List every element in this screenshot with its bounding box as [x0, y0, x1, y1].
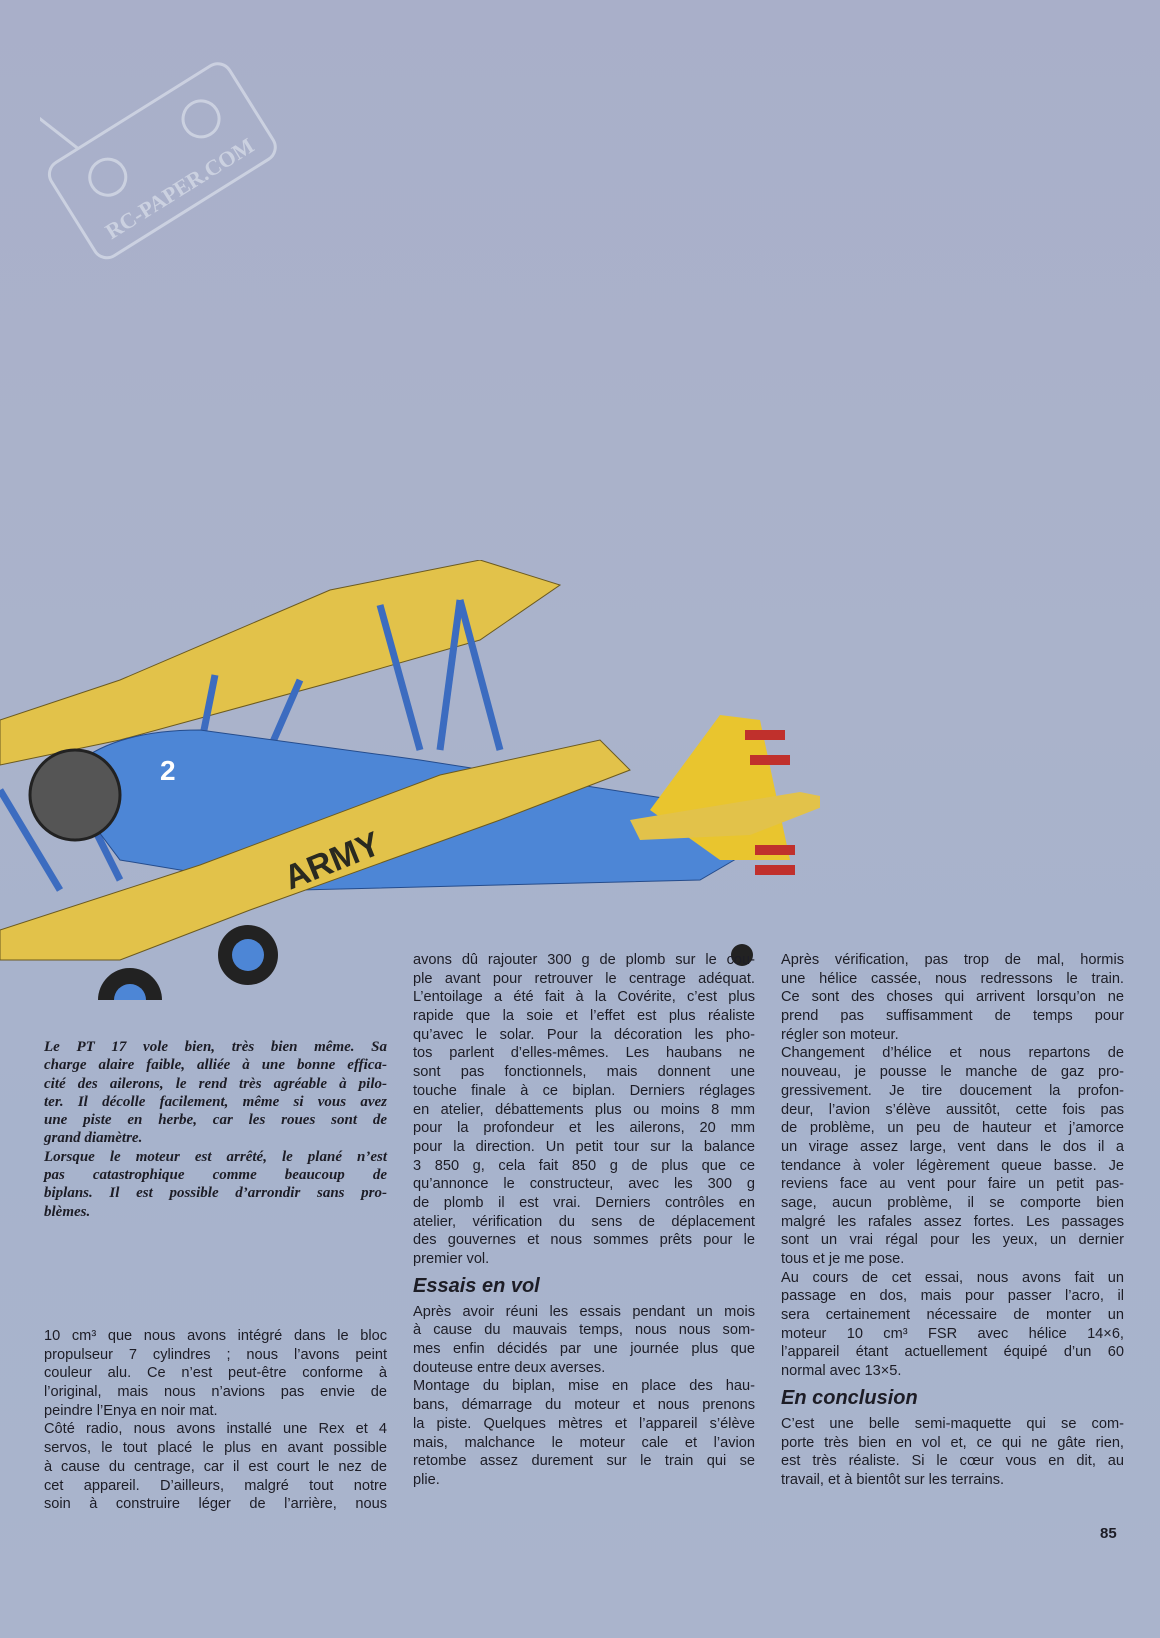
- text-line: servos, le tout placé le plus en avant possible: [44, 1440, 387, 1457]
- text-line: avons dû rajouter 300 g de plomb sur le cou-: [413, 952, 755, 968]
- text-line: Lorsque le moteur est arrêté, le plané n’est: [44, 1148, 387, 1165]
- text-line: est très réaliste. Si le cœur vous en dit, au: [781, 1453, 1124, 1470]
- logo-text: RC-PAPER.COM: [100, 132, 259, 244]
- paragraph: [781, 1415, 1124, 1490]
- text-line: cet appareil. D’ailleurs, malgré tout notre: [44, 1477, 387, 1494]
- paragraph: [413, 1377, 755, 1489]
- paragraph: [781, 1044, 1124, 1268]
- text-line: propulseur 7 cylindres ; nous l’avons peint: [44, 1346, 387, 1363]
- text-line: une piste en herbe, car les roues sont de: [44, 1112, 387, 1129]
- text-line: retombe assez durement sur le train qui se: [413, 1453, 755, 1470]
- text-line: travail, et à bientôt sur les terrains.: [781, 1471, 1005, 1488]
- text-line: Changement d’hélice et nous repartons de: [781, 1045, 1124, 1062]
- text-line: gressivement. Je tire doucement la profon-: [781, 1082, 1124, 1099]
- paragraph: [413, 951, 755, 1269]
- text-line: Le PT 17 vole bien, très bien même. Sa: [44, 1039, 387, 1055]
- section-heading: Essais en vol: [413, 1274, 540, 1297]
- paragraph: [44, 1038, 387, 1148]
- wing-army-text: ARMY: [278, 824, 386, 898]
- text-line: rapide que la soie et l’effet est plus réaliste: [413, 1008, 755, 1025]
- text-line: de plomb il est vrai. Derniers contrôles en: [413, 1194, 755, 1211]
- text-line: L’entoilage a été fait à la Covérite, c’est plus: [413, 989, 755, 1006]
- article-column-2: [413, 951, 755, 1490]
- text-line: 3 850 g, cela fait 850 g de plus que ce: [413, 1157, 755, 1174]
- text-line: couleur alu. Ce n’est peut-être conforme à: [44, 1365, 387, 1382]
- text-line: qu’avec le solar. Pour la décoration les pho-: [413, 1026, 755, 1043]
- text-line: bans, démarrage du moteur et nous prenons: [413, 1397, 755, 1414]
- text-line: biplans. Il est possible d’arrondir sans pro-: [44, 1185, 387, 1202]
- text-line: Ce sont des choses qui arrivent lorsqu’on ne: [781, 989, 1124, 1006]
- text-line: Après avoir réuni les essais pendant un mois: [413, 1303, 755, 1320]
- text-line: tos parlent d’elles-mêmes. Les haubans ne: [413, 1045, 755, 1062]
- text-line: normal avec 13×5.: [781, 1363, 902, 1380]
- text-line: l’appareil étant actuellement équipé d’un 60: [781, 1344, 1124, 1361]
- text-line: à cause du mauvais temps, nous nous som-: [413, 1322, 755, 1339]
- biplane-photo: [0, 560, 820, 1000]
- text-line: passage en dos, mais pour passer l’acro, il: [781, 1288, 1124, 1305]
- text-line: Côté radio, nous avons installé une Rex et 4: [44, 1421, 387, 1438]
- text-line: peindre l’Enya en noir mat.: [44, 1402, 218, 1419]
- text-line: ter. Il décolle facilement, même si vous avez: [44, 1093, 387, 1110]
- text-line: prend pas suffisamment de temps pour: [781, 1008, 1124, 1025]
- text-line: en atelier, débattements plus ou moins 8 mm: [413, 1101, 755, 1118]
- text-line: sont un vrai régal pour les yeux, un dernier: [781, 1232, 1124, 1249]
- photo-caption: [44, 1038, 387, 1221]
- paragraph: [44, 1148, 387, 1221]
- text-line: soin à construire léger de l’arrière, nous: [44, 1496, 387, 1513]
- text-line: ple avant pour retrouver le centrage adéquat.: [413, 970, 755, 987]
- paragraph: [44, 1327, 387, 1420]
- text-line: sage, aucun problème, il se comporte bien: [781, 1194, 1124, 1211]
- paragraph: [44, 1420, 387, 1513]
- text-line: plie.: [413, 1471, 440, 1488]
- text-line: mais, malchance le moteur cale et l’avion: [413, 1434, 755, 1451]
- text-line: tous et je me pose.: [781, 1251, 905, 1267]
- text-line: reviens face au vent pour faire un petit pas-: [781, 1176, 1124, 1193]
- text-line: 10 cm³ que nous avons intégré dans le bloc: [44, 1328, 387, 1344]
- text-line: une hélice cassée, nous redressons le train.: [781, 970, 1124, 987]
- text-line: charge alaire faible, alliée à une bonne effica-: [44, 1057, 387, 1074]
- paragraph: [781, 1269, 1124, 1381]
- text-line: régler son moteur.: [781, 1026, 899, 1043]
- text-line: à cause du centrage, car il est court le nez de: [44, 1458, 387, 1475]
- plane-number: 2: [160, 755, 176, 786]
- text-line: porte très bien en vol et, ce qui ne gâte rien,: [781, 1434, 1124, 1451]
- text-line: atelier, vérification du sens de déplacement: [413, 1213, 755, 1230]
- text-line: de problème, un peu de hauteur et j’amorce: [781, 1120, 1124, 1137]
- text-line: nouveau, je pousse le manche de gaz pro-: [781, 1064, 1124, 1081]
- text-line: qu’annonce le constructeur, avec les 300 g: [413, 1176, 755, 1193]
- text-line: pas catastrophique comme beaucoup de: [44, 1167, 387, 1184]
- text-line: deur, l’avion s’élève aussitôt, cette fois pas: [781, 1101, 1124, 1118]
- page-number: 85: [1100, 1525, 1117, 1542]
- text-line: C’est une belle semi-maquette qui se com-: [781, 1415, 1124, 1432]
- section-heading: En conclusion: [781, 1386, 918, 1409]
- text-line: la piste. Quelques mètres et l’appareil s’élève: [413, 1415, 755, 1432]
- text-line: Après vérification, pas trop de mal, hormis: [781, 952, 1124, 968]
- text-line: sera certainement nécessaire de monter un: [781, 1307, 1124, 1324]
- article-column-1: [44, 1327, 387, 1514]
- text-line: Au cours de cet essai, nous avons fait un: [781, 1269, 1124, 1286]
- text-line: mes enfin décidés par une journée plus que: [413, 1341, 755, 1358]
- paragraph: [781, 951, 1124, 1044]
- text-line: sont pas fonctionnels, mais donnent une: [413, 1064, 755, 1081]
- text-line: tendance à voler légèrement queue basse. Je: [781, 1157, 1124, 1174]
- text-line: malgré les rafales assez fortes. Les passages: [781, 1213, 1124, 1230]
- radial-engine: [30, 750, 120, 840]
- text-line: l’original, mais nous n’avions pas envie de: [44, 1384, 387, 1401]
- text-line: cité des ailerons, le rend très agréable à pilo-: [44, 1075, 387, 1092]
- rc-paper-watermark-logo: [40, 45, 290, 285]
- text-line: moteur 10 cm³ FSR avec hélice 14×6,: [781, 1325, 1124, 1342]
- paragraph: [413, 1303, 755, 1378]
- text-line: Montage du biplan, mise en place des hau-: [413, 1378, 755, 1395]
- text-line: un virage assez large, vent dans le dos il a: [781, 1138, 1124, 1155]
- article-column-3: [781, 951, 1124, 1490]
- text-line: des gouvernes et nous sommes prêts pour le: [413, 1232, 755, 1249]
- text-line: pour la direction. Un petit tour sur la balance: [413, 1138, 755, 1155]
- text-line: grand diamètre.: [44, 1130, 143, 1147]
- text-line: touche finale à ce biplan. Derniers réglages: [413, 1082, 755, 1099]
- text-line: douteuse entre deux averses.: [413, 1359, 606, 1376]
- text-line: blèmes.: [44, 1203, 91, 1220]
- text-line: pour la profondeur et les ailerons, 20 mm: [413, 1120, 755, 1137]
- text-line: premier vol.: [413, 1251, 490, 1267]
